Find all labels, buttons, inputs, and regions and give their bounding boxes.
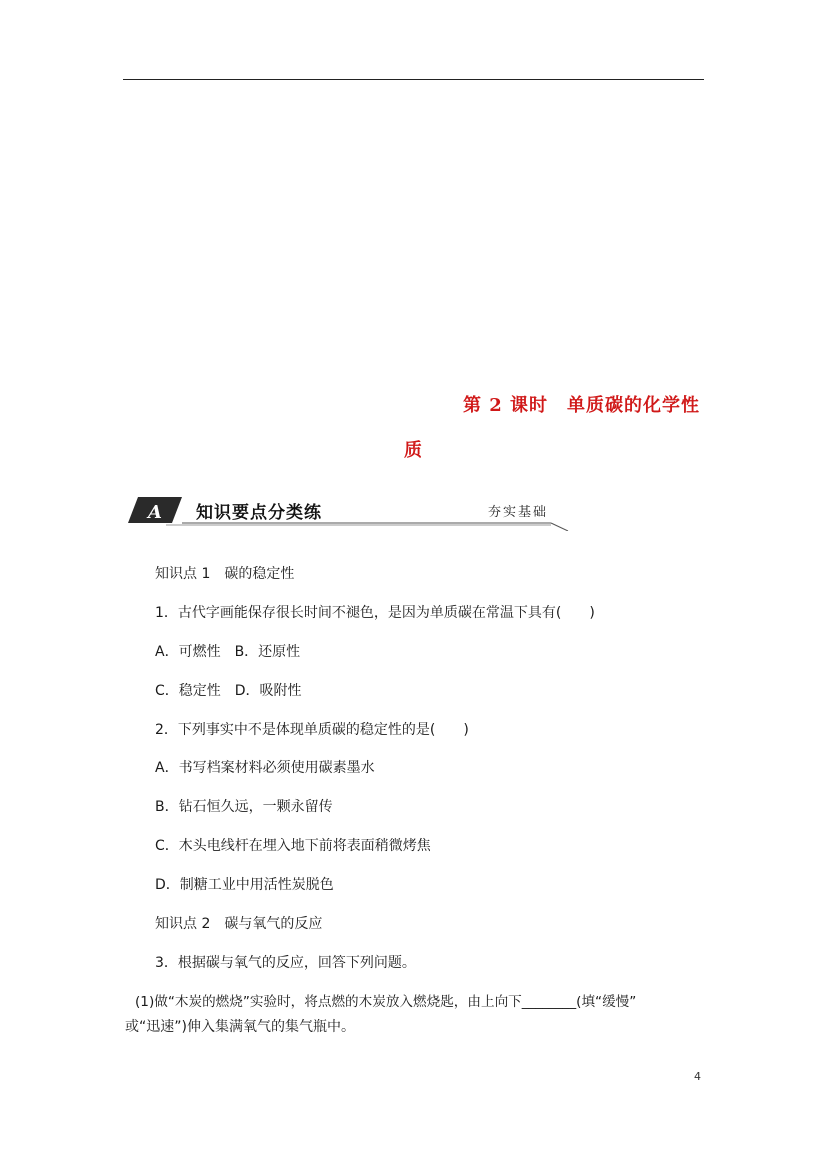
header-rule — [123, 79, 704, 80]
banner-title: 知识要点分类练 — [196, 503, 322, 523]
question-2-option-a: A．书写档案材料必须使用碳素墨水 — [155, 760, 375, 776]
question-1-options-ab: A．可燃性 B．还原性 — [155, 644, 301, 660]
question-3-part-1-line-2: 或“迅速”)伸入集满氧气的集气瓶中。 — [125, 1019, 355, 1035]
banner-icon-letter: A — [148, 502, 162, 523]
question-2-option-d: D．制糖工业中用活性炭脱色 — [155, 877, 334, 893]
banner-subtitle: 夯实基础 — [488, 505, 549, 520]
question-3-stem: 3．根据碳与氧气的反应，回答下列问题。 — [155, 955, 416, 971]
question-2-stem: 2．下列事实中不是体现单质碳的稳定性的是( ) — [155, 722, 469, 738]
page-number: 4 — [694, 1070, 701, 1083]
lesson-title-line1: 第 2 课时 单质碳的化学性 — [462, 395, 700, 416]
question-2-option-b: B．钻石恒久远，一颗永留传 — [155, 799, 333, 815]
section-banner — [126, 491, 571, 531]
question-1-options-cd: C．稳定性 D．吸附性 — [155, 683, 302, 699]
knowledge-point-1-heading: 知识点 1 碳的稳定性 — [155, 566, 295, 582]
knowledge-point-2-heading: 知识点 2 碳与氧气的反应 — [155, 916, 323, 932]
question-1-stem: 1．古代字画能保存很长时间不褪色，是因为单质碳在常温下具有( ) — [155, 605, 595, 621]
lesson-title-line2: 质 — [404, 440, 422, 461]
question-3-part-1-line-1: (1)做“木炭的燃烧”实验时，将点燃的木炭放入燃烧匙，由上向下________(填“缓慢” — [135, 994, 637, 1010]
question-2-option-c: C．木头电线杆在埋入地下前将表面稍微烤焦 — [155, 838, 431, 854]
